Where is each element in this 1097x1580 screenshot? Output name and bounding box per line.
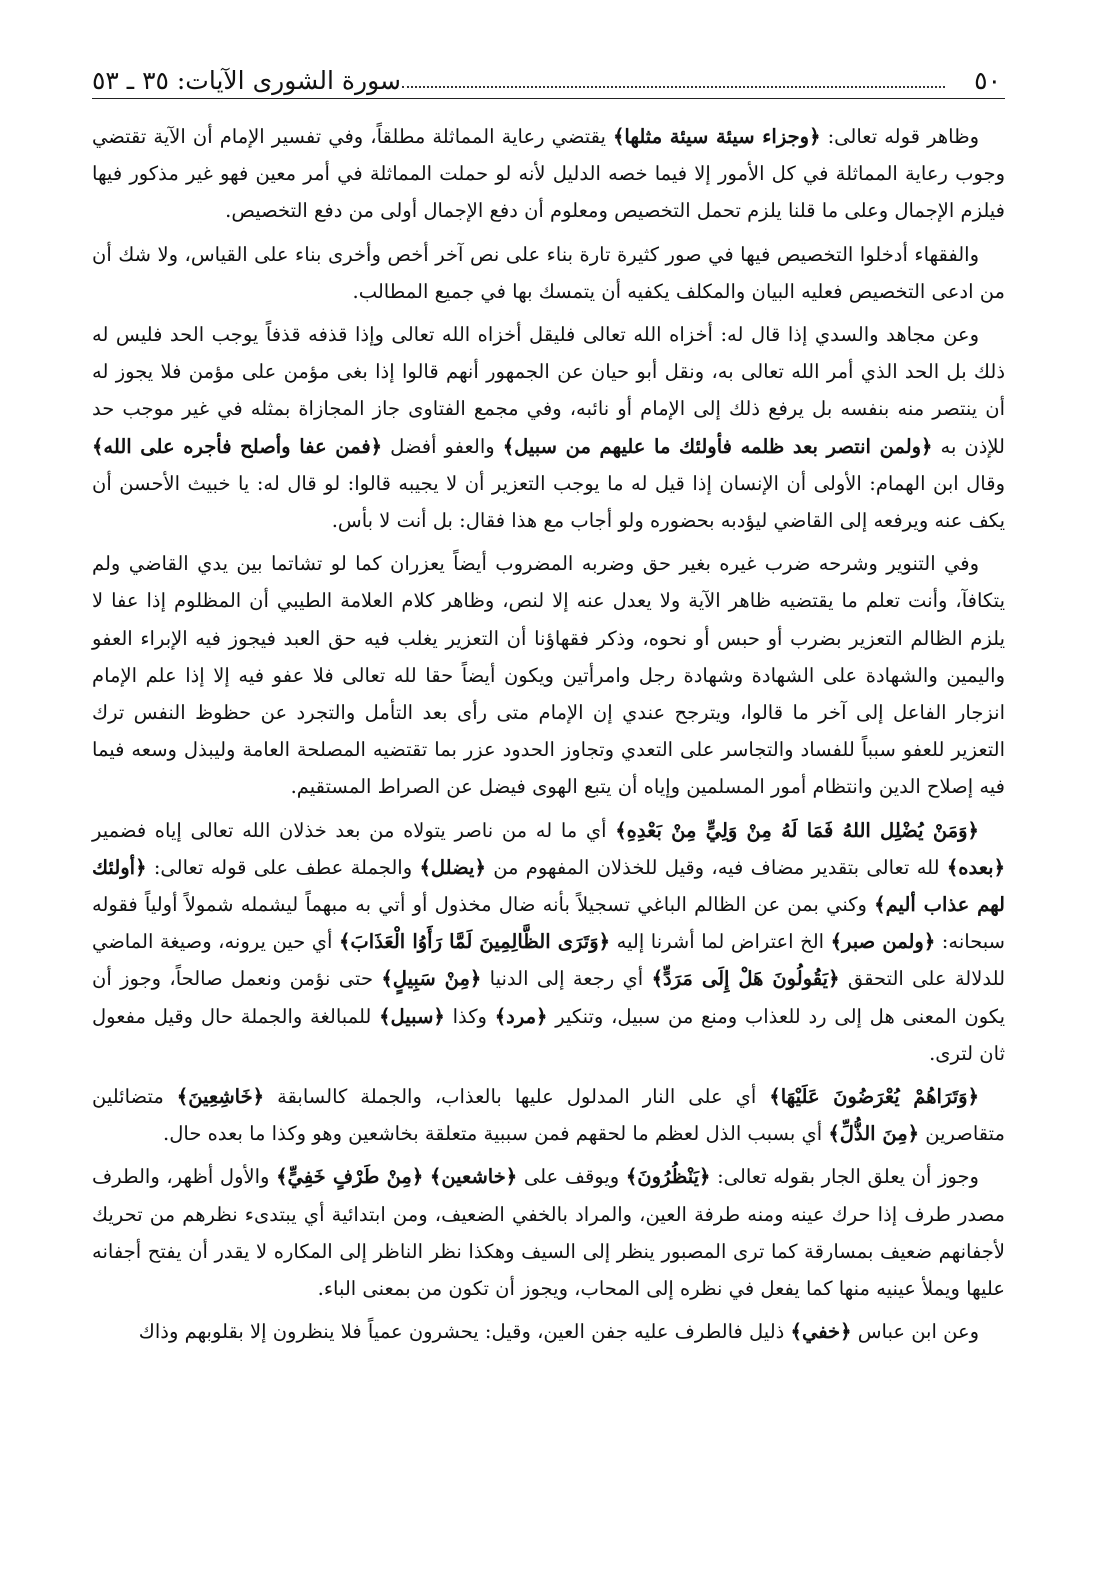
text-run: وكني بمن عن الظالم الباغي تسجيلاً بأنه ضال مخذول أو أتي به مبهماً ليشمله شمولاً أولياً فقوله سبحانه: [92,893,1005,954]
quran-quote: ﴿فمن عفا وأصلح فأجره على الله﴾ [92,434,383,458]
text-run: أي حين يرونه، وصيغة الماضي للدلالة على التحقق [92,930,1006,991]
text-run: والأول أظهر، والطرف مصدر طرف إذا حرك عينه ومنه طرفة العين، والمراد بالخفي الضعيف، ومن ابتدائية أي يبتدىء نظرهم من تحريك لأجفانهم ضعيف بمسارقة كما ترى المصبور ينظر إلى السيف وهكذا نظر الناظر إلى المكاره لا يقدر أن يفتح أجفانه عليها ويملأ عينيه منها كما يفعل في نظره إلى المحاب، ويجوز أن تكون من بمعنى الباء. [92,1165,1005,1301]
text-run: يقتضي رعاية المماثلة مطلقاً، وفي تفسير الإمام أن الآية تقتضي وجوب رعاية المماثلة في كل الأمور إلا فيما خصه الدليل لأنه لو حملت المماثلة في أمر معين فهو غير مذكور فيها فيلزم الإجمال وعلى ما قلنا يلزم تحمل التخصيص ومعلوم أن دفع الإجمال أولى من دفع التخصيص. [92,125,1005,223]
quran-quote: ﴿مِنَ الذُّلِّ﴾ [828,1122,920,1146]
text-run: أي رجعة إلى الدنيا [481,967,652,991]
quran-quote: ﴿مرد﴾ [494,1004,548,1028]
paragraph [92,316,1005,539]
text-run: لله تعالى بتقدير مضاف فيه، وقيل للخذلان المفهوم من [485,855,947,879]
text-run: الخ اعتراض لما أشرنا إليه [610,930,831,954]
text-run: أي بسبب الذل لعظم ما لحقهم فمن سببية متعلقة بخاشعين وهو وكذا ما بعده حال. [163,1122,829,1146]
quran-quote: ﴿وجزاء سيئة سيئة مثلها﴾ [613,125,821,148]
text-run: حتى نؤمن ونعمل صالحاً، وجوز أن يكون المعنى هل إلى رد للعذاب ومنع من سبيل، وتنكير [92,967,1005,1028]
quran-quote: ﴿خفي﴾ [790,1320,852,1344]
quran-quote: ﴿وَتَرَى الظَّالِمِينَ لَمَّا رَأَوُا الْعَذَابَ﴾ [339,930,611,954]
page-number: ٥٠ [974,66,1001,95]
quran-quote: ﴿يَنْظُرُونَ﴾ [625,1165,711,1189]
quran-quote: ﴿ولمن صبر﴾ [830,930,936,954]
page-header [92,64,1005,99]
quran-quote: ﴿خاشعين﴾ [429,1165,518,1189]
text-run: أي على النار المدلول عليها بالعذاب، والجملة كالسابقة [264,1085,770,1109]
quran-quote: ﴿وَمَنْ يُضْلِل اللهُ فَمَا لَهُ مِنْ وَلِيٍّ مِنْ بَعْدِهِ﴾ [615,818,979,842]
quran-quote: ﴿ولمن انتصر بعد ظلمه فأولئك ما عليهم من سبيل﴾ [502,434,933,458]
text-run: وعن ابن عباس [851,1320,979,1344]
paragraph [92,1158,1005,1307]
quran-quote: ﴿مِنْ سَبِيلٍ﴾ [381,967,482,991]
quran-quote: ﴿يَقُولُونَ هَلْ إِلَى مَرَدٍّ﴾ [651,967,840,991]
dotted-leader [402,86,945,88]
quran-quote: ﴿أولئك لهم عذاب أليم﴾ [92,855,1005,917]
text-run: ويوقف على [517,1165,626,1189]
paragraph [92,118,1005,230]
text-run: أي ما له من ناصر يتولاه من بعد خذلان الله تعالى إياه فضمير [92,818,616,842]
text-run: والجملة عطف على قوله تعالى: [146,855,420,879]
text-run: وكذا [444,1004,495,1028]
running-title: سورة الشورى الآيات: ٣٥ ـ ٥٣ [92,66,401,95]
quran-quote: ﴿يضلل﴾ [419,855,486,879]
quran-quote: ﴿وَتَرَاهُمْ يُعْرَضُونَ عَلَيْهَا﴾ [769,1085,979,1109]
paragraph [92,812,1005,1072]
quran-quote: ﴿سبيل﴾ [379,1004,445,1028]
quran-quote: ﴿بعده﴾ [946,855,1006,879]
body-text [92,118,1005,1357]
quran-quote: ﴿مِنْ طَرْفٍ خَفِيٍّ﴾ [276,1165,424,1189]
text-run: وقال ابن الهمام: الأولى أن الإنسان إذا قيل له ما يوجب التعزير أن لا يجيبه قالوا: لو قال له: يا خبيث الأحسن أن يكف عنه ويرفعه إلى القاضي ليؤدبه بحضوره ولو أجاب مع هذا فقال: بل أنت لا بأس. [92,471,1005,533]
paragraph [92,545,1005,805]
text-run: وعن مجاهد والسدي إذا قال له: أخزاه الله تعالى فليقل أخزاه الله تعالى وإذا قذفه قذفاً يوجب الحد فليس له ذلك بل الحد الذي أمر الله تعالى به، ونقل أبو حيان عن الجمهور أنهم قالوا إذا بغى مؤمن على مؤمن فلا يجوز له أن ينتصر منه بنفسه بل يرفع ذلك إلى الإمام أو نائبه، وفي مجمع الفتاوى جاز المجازاة بمثله في غير موجب حد للإذن به [92,323,1005,458]
text-run: ذليل فالطرف عليه جفن العين، وقيل: يحشرون عمياً فلا ينظرون إلا بقلوبهم وذاك [138,1320,791,1344]
paragraph [92,1313,1005,1350]
paragraph [92,236,1005,310]
text-run: وظاهر قوله تعالى: [820,125,979,148]
text-run: للمبالغة والجملة حال وقيل مفعول ثان لترى. [92,1004,1005,1065]
text-run: وفي التنوير وشرحه ضرب غيره بغير حق وضربه المضروب أيضاً يعزران كما لو تشاتما بين يدي القاضي ولم يتكافآ، وأنت تعلم ما يقتضيه ظاهر الآية ولا يعدل عنه إلا لنص، وظاهر كلام العلامة الطيبي أن المظلوم إذا عفا لا يلزم الظالم التعزير بضرب أو حبس أو نحوه، وذكر فقهاؤنا أن التعزير يغلب فيه حق العبد فيجوز فيه الإبراء العفو واليمين والشهادة على الشهادة وشهادة رجل وامرأتين ويكون أيضاً حقا لله تعالى فلا عفو فيه إلا إذا علم الإمام انزجار الفاعل إلى آخر ما قالوا، ويترجح عندي إن الإمام متى رأى بعد التأمل والتجرد عن حظوظ النفس ترك التعزير للعفو سبباً للفساد والتجاسر على التعدي وتجاوز الحدود عزر بما تقتضيه المصلحة العامة وليبذل وسعه فيما فيه إصلاح الدين وانتظام أمور المسلمين وإياه أن يتبع الهوى فيضل عن الصراط المستقيم. [92,552,1005,799]
text-run [423,1165,430,1188]
text-run: وجوز أن يعلق الجار بقوله تعالى: [710,1165,979,1189]
text-run: متضائلين متقاصرين [92,1085,1005,1146]
quran-quote: ﴿خَاشِعِينَ﴾ [176,1085,265,1109]
text-run: والعفو أفضل [382,434,503,458]
text-run: والفقهاء أدخلوا التخصيص فيها في صور كثيرة تارة بناء على نص آخر أخص وأخرى بناء على القياس، ولا شك أن من ادعى التخصيص فعليه البيان والمكلف يكفيه أن يتمسك بها في جميع المطالب. [92,242,1005,303]
paragraph [92,1078,1005,1152]
